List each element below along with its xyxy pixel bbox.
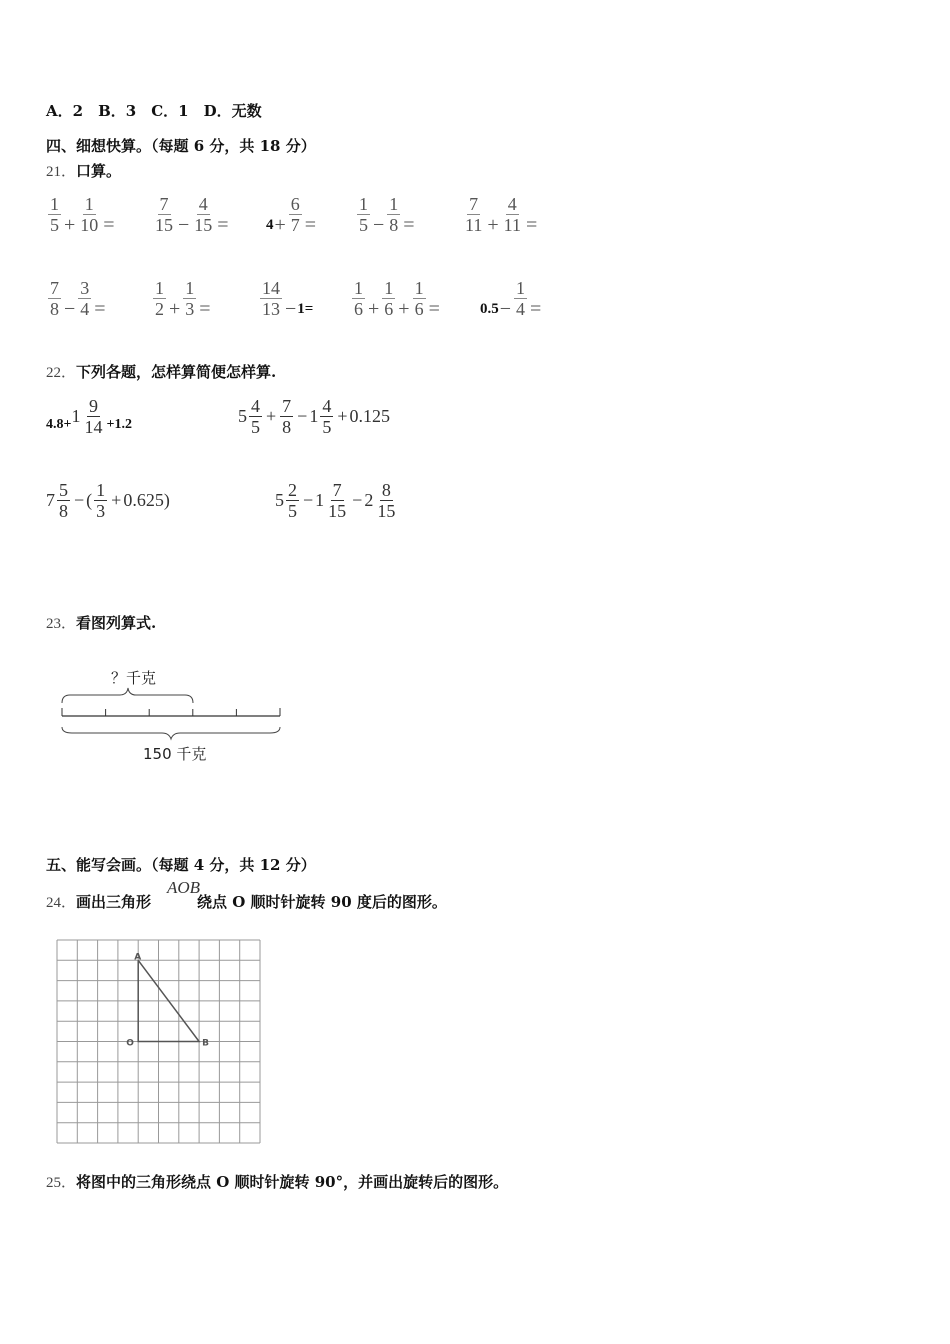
numerator: 1	[185, 278, 195, 298]
numerator: 7	[282, 396, 292, 416]
denominator: 8	[389, 215, 399, 235]
operator: −	[499, 298, 512, 320]
numerator: 6	[290, 194, 300, 214]
oral-calc-expression	[355, 194, 416, 235]
numerator: 7	[50, 278, 59, 298]
denominator: 6	[384, 299, 394, 319]
denominator: 6	[354, 299, 363, 319]
q23-title: 看图列算式.	[76, 614, 157, 632]
point-label-o: O	[126, 1038, 134, 1049]
segment-diagram	[0, 0, 300, 780]
number-term: 1=	[297, 301, 314, 317]
operator: =	[525, 214, 538, 236]
operator: +	[266, 406, 277, 426]
numerator: 7	[469, 194, 479, 214]
operator: +	[169, 298, 181, 320]
operator: =	[304, 214, 317, 236]
q25-number: 25．	[46, 1175, 77, 1191]
denominator: 13	[262, 299, 280, 319]
denominator: 8	[50, 299, 59, 319]
q25-heading	[46, 1173, 508, 1192]
numerator: 14	[262, 278, 280, 298]
triangle-name: AOB	[167, 878, 201, 897]
number-term: 1	[71, 406, 81, 426]
numerator: 1	[384, 278, 394, 298]
point-label-b: B	[202, 1038, 209, 1049]
section5-title: 五、能写会画。（每题 4 分，共 12 分）	[46, 856, 316, 874]
denominator: 6	[414, 299, 424, 319]
numerator: 7	[332, 480, 342, 500]
denominator: 5	[251, 417, 260, 437]
numerator: 1	[96, 480, 106, 500]
q25-text: 将图中的三角形绕点 O 顺时针旋转 90°，并画出旋转后的图形。	[76, 1173, 509, 1191]
operator: −	[64, 298, 76, 320]
numerator: 7	[159, 194, 169, 214]
denominator: 5	[50, 215, 59, 235]
q24-number: 24．	[46, 895, 77, 911]
q22-title: 下列各题，怎样算简便怎样算.	[76, 363, 277, 381]
point-label-a: A	[134, 952, 142, 963]
operator: =	[199, 298, 211, 320]
fraction	[320, 396, 333, 437]
rotation-grid	[50, 935, 270, 1155]
denominator: 3	[185, 299, 195, 319]
operator: =	[530, 298, 542, 320]
numerator: 9	[88, 396, 98, 416]
numerator: 3	[80, 278, 90, 298]
denominator: 4	[516, 299, 526, 319]
number-term: 5	[275, 490, 284, 510]
denominator: 11	[503, 215, 521, 235]
operator: =	[94, 298, 106, 320]
fraction	[387, 194, 400, 235]
number-term: 4	[266, 217, 274, 233]
fraction	[502, 194, 523, 235]
operator: +	[64, 214, 76, 236]
numerator: 2	[288, 480, 297, 500]
q24-text-after: 绕点 O 顺时针旋转 90 度后的图形。	[197, 893, 447, 911]
operator: +	[398, 298, 410, 320]
operator: −	[352, 490, 363, 510]
operator: +	[274, 214, 286, 236]
numerator: 1	[389, 194, 399, 214]
number-term: +1.2	[106, 416, 132, 432]
numerator: 1	[516, 278, 526, 298]
denominator: 11	[465, 215, 483, 235]
numerator: 1	[414, 278, 424, 298]
oral-calc-expression	[480, 278, 542, 319]
denominator: 5	[288, 501, 297, 521]
number-term: (	[86, 490, 93, 510]
number-term: 0.125	[349, 406, 390, 426]
denominator: 15	[328, 501, 347, 521]
q23-number: 23．	[46, 616, 77, 632]
numerator: 4	[251, 396, 260, 416]
denominator: 5	[322, 417, 332, 437]
q21-number: 21．	[46, 164, 77, 180]
numerator: 4	[507, 194, 517, 214]
oral-calc-expression	[350, 278, 441, 319]
numerator: 1	[50, 194, 59, 214]
part-weight-label: ？千克	[111, 669, 157, 687]
number-term: 1	[315, 490, 325, 510]
number-term: 5	[238, 406, 247, 426]
bottom-brace	[62, 727, 280, 739]
denominator: 4	[80, 299, 90, 319]
denominator: 15	[155, 215, 173, 235]
operator: =	[403, 214, 415, 236]
operator: +	[368, 298, 380, 320]
q21-title: 口算。	[76, 162, 122, 180]
denominator: 7	[290, 215, 300, 235]
fraction	[375, 480, 397, 521]
number-term: 1	[309, 406, 319, 426]
q22-number: 22．	[46, 365, 77, 381]
operator: +	[487, 214, 499, 236]
number-term: 0.625)	[123, 490, 170, 510]
denominator: 8	[59, 501, 68, 521]
number-term: 0.5	[480, 301, 499, 317]
denominator: 10	[80, 215, 99, 235]
numerator: 1	[155, 278, 164, 298]
q20-options: A．2 B．3 C．1 D．无数	[46, 102, 262, 120]
numerator: 1	[354, 278, 363, 298]
numerator: 1	[84, 194, 94, 214]
q24-text-before: 画出三角形	[76, 893, 152, 911]
operator: =	[428, 298, 440, 320]
number-term: 7	[46, 490, 55, 510]
operator: −	[297, 406, 308, 426]
denominator: 3	[96, 501, 106, 521]
operator: +	[337, 406, 348, 426]
operator: −	[74, 490, 85, 510]
operator: =	[217, 214, 229, 236]
numerator: 5	[59, 480, 68, 500]
denominator: 15	[377, 501, 396, 521]
number-term: 4.8+	[46, 416, 72, 432]
denominator: 2	[155, 299, 164, 319]
number-term: 2	[364, 490, 374, 510]
top-brace	[62, 688, 193, 703]
numerator: 8	[381, 480, 391, 500]
operator: −	[178, 214, 190, 236]
fraction	[463, 194, 484, 235]
denominator: 14	[84, 417, 103, 437]
oral-calc-expression	[461, 194, 538, 235]
fraction	[382, 278, 395, 319]
numerator: 4	[322, 396, 332, 416]
denominator: 5	[359, 215, 368, 235]
operator: =	[103, 214, 115, 236]
total-weight-label: 150 千克	[143, 745, 207, 763]
operator: −	[303, 490, 314, 510]
numerator: 4	[198, 194, 208, 214]
fraction	[357, 194, 370, 235]
denominator: 8	[282, 417, 292, 437]
operator: +	[111, 490, 122, 510]
numerator: 1	[359, 194, 368, 214]
operator: −	[285, 298, 297, 320]
operator: −	[373, 214, 385, 236]
fraction	[352, 278, 365, 319]
q24-heading	[46, 893, 447, 912]
fraction	[514, 278, 527, 319]
fraction	[326, 480, 348, 521]
section4-title: 四、细想快算。（每题 6 分，共 18 分）	[46, 137, 316, 155]
denominator: 15	[194, 215, 213, 235]
fraction	[413, 278, 426, 319]
